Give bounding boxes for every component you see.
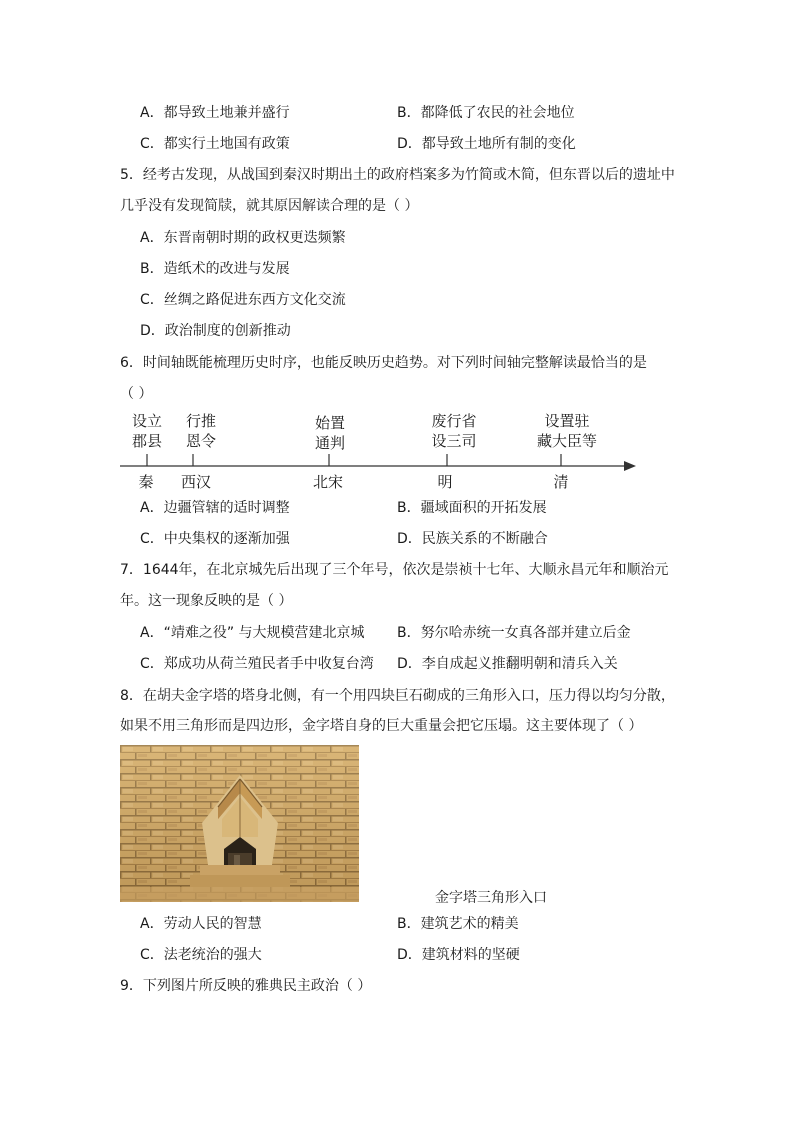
- q7-option-c: C．郑成功从荷兰殖民者手中收复台湾: [140, 656, 374, 672]
- timeline-event-ming: [431, 411, 476, 451]
- q5-option-b: B．造纸术的改进与发展: [140, 261, 290, 277]
- q6-option-c: C．中央集权的逐渐加强: [140, 531, 290, 547]
- q5-option-a: A．东晋南朝时期的政权更迭频繁: [140, 230, 346, 246]
- timeline-event-label: 设立: [131, 412, 163, 430]
- q6-stem-line1: 6．时间轴既能梳理历史时序，也能反映历史趋势。对下列时间轴完整解读最恰当的是: [120, 355, 647, 371]
- timeline: [118, 405, 638, 495]
- timeline-event-label: 郡县: [131, 432, 163, 450]
- q7-stem-line1: 7．1644年，在北京城先后出现了三个年号，依次是崇祯十七年、大顺永昌元年和顺治元: [120, 562, 669, 578]
- q4-option-b: B．都降低了农民的社会地位: [397, 105, 575, 121]
- pyramid-entrance-photo: [120, 745, 359, 902]
- timeline-era-qing: 清: [553, 473, 569, 491]
- q8-stem-line2: 如果不用三角形而是四边形，金字塔自身的巨大重量会把它压塌。这主要体现了（ ）: [120, 718, 643, 734]
- q4-option-d: D．都导致土地所有制的变化: [397, 136, 576, 152]
- q8-option-b: B．建筑艺术的精美: [397, 916, 519, 932]
- q7-stem-line2: 年。这一现象反映的是（ ）: [120, 593, 293, 609]
- timeline-era-ming: 明: [437, 473, 453, 491]
- timeline-event-northern-song: [315, 413, 345, 453]
- q8-option-a: A．劳动人民的智慧: [140, 916, 262, 932]
- q4-option-c: C．都实行土地国有政策: [140, 136, 290, 152]
- timeline-event-label: 恩令: [185, 432, 217, 450]
- timeline-event-label: 设三司: [431, 432, 477, 450]
- timeline-event-label: 通判: [314, 434, 346, 452]
- timeline-event-qin: [132, 411, 162, 451]
- q8-option-c: C．法老统治的强大: [140, 947, 262, 963]
- q7-option-a: A．“靖难之役” 与大规模营建北京城: [140, 625, 365, 641]
- timeline-event-label: 藏大臣等: [536, 432, 598, 450]
- timeline-event-label: 行推: [185, 412, 217, 430]
- timeline-event-label: 设置驻: [544, 412, 590, 430]
- timeline-era-qin: 秦: [138, 473, 154, 491]
- q4-option-a: A．都导致土地兼并盛行: [140, 105, 290, 121]
- q6-option-a: A．边疆管辖的适时调整: [140, 500, 290, 516]
- q7-option-d: D．李自成起义推翻明朝和清兵入关: [397, 656, 618, 672]
- q5-option-d: D．政治制度的创新推动: [140, 323, 291, 339]
- timeline-event-western-han: [186, 411, 216, 451]
- q6-option-d: D．民族关系的不断融合: [397, 531, 548, 547]
- timeline-event-label: 废行省: [431, 412, 477, 430]
- q8-option-d: D．建筑材料的坚硬: [397, 947, 520, 963]
- q5-option-c: C．丝绸之路促进东西方文化交流: [140, 292, 346, 308]
- q5-stem-line2: 几乎没有发现简牍，就其原因解读合理的是（ ）: [120, 198, 419, 214]
- timeline-era-western-han: 西汉: [180, 473, 212, 491]
- q6-option-b: B．疆域面积的开拓发展: [397, 500, 547, 516]
- timeline-event-qing: [537, 411, 597, 451]
- timeline-era-northern-song: 北宋: [312, 473, 344, 491]
- timeline-event-label: 始置: [314, 414, 346, 432]
- pyramid-stone-illustration: [120, 745, 359, 902]
- q8-stem-line1: 8．在胡夫金字塔的塔身北侧，有一个用四块巨石砌成的三角形入口，压力得以均匀分散，: [120, 688, 675, 704]
- q9-stem: 9．下列图片所反映的雅典民主政治（ ）: [120, 978, 372, 994]
- photo-caption: 金字塔三角形入口: [435, 890, 547, 906]
- q7-option-b: B．努尔哈赤统一女真各部并建立后金: [397, 625, 631, 641]
- q5-stem-line1: 5．经考古发现，从战国到秦汉时期出土的政府档案多为竹简或木简，但东晋以后的遗址中: [120, 167, 675, 183]
- q6-stem-line2: （ ）: [120, 386, 153, 402]
